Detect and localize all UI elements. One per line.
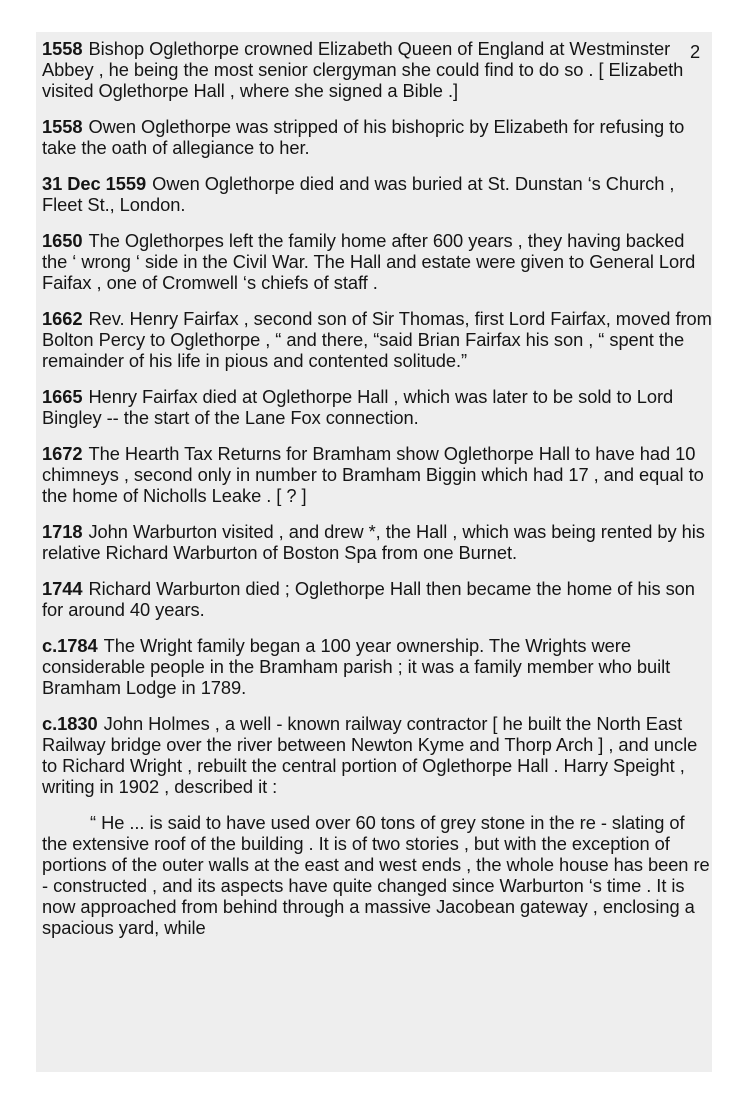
- entry-year: c.1830: [42, 713, 98, 734]
- entry-1559: [42, 173, 712, 215]
- entry-text: The Hearth Tax Returns for Bramham show Oglethorpe Hall to have had 10 chimneys , second only in number to Bramham Biggin which had 17 , and equal to the home of Nicholls Leake . [ ? ]: [42, 443, 704, 506]
- entry-text: Richard Warburton died ; Oglethorpe Hall then became the home of his son for around 40 years.: [42, 578, 695, 620]
- entry-text: Bishop Oglethorpe crowned Elizabeth Queen of England at Westminster Abbey , he being the most senior clergyman she could find to do so . [ Elizabeth visited Oglethorpe Hall , where she signed a Bible .]: [42, 38, 684, 101]
- entry-year: 1718: [42, 521, 83, 542]
- entry-text: John Warburton visited , and drew *, the Hall , which was being rented by his relative Richard Warburton of Boston Spa from one Burnet.: [42, 521, 705, 563]
- entry-text: The Oglethorpes left the family home after 600 years , they having backed the ‘ wrong ‘ side in the Civil War. The Hall and estate were given to General Lord Faifax , one of Cromwell ‘s chiefs of staff .: [42, 230, 696, 293]
- entry-1672: [42, 443, 712, 506]
- entry-year: c.1784: [42, 635, 98, 656]
- entry-1718: [42, 521, 712, 563]
- entry-1744: [42, 578, 712, 620]
- chronology-text: [42, 38, 712, 938]
- entry-1650: [42, 230, 712, 293]
- entry-1558-bishopric: [42, 116, 712, 158]
- entry-1662: [42, 308, 712, 371]
- entry-year: 1650: [42, 230, 83, 251]
- entry-year: 1558: [42, 38, 83, 59]
- entry-text: Owen Oglethorpe was stripped of his bishopric by Elizabeth for refusing to take the oath of allegiance to her.: [42, 116, 685, 158]
- entry-text: Henry Fairfax died at Oglethorpe Hall , which was later to be sold to Lord Bingley -- the start of the Lane Fox connection.: [42, 386, 674, 428]
- entry-year: 1662: [42, 308, 83, 329]
- entry-year: 1558: [42, 116, 83, 137]
- speight-quote: “ He ... is said to have used over 60 tons of grey stone in the re - slating of the extensive roof of the building . It is of two stories , but with the exception of portions of the outer walls at the east and west ends , the whole house has been re - constructed , and its aspects have quite changed since Warburton ‘s time . It is now approached from behind through a massive Jacobean gateway , enclosing a spacious yard, while: [42, 812, 710, 938]
- entry-text: John Holmes , a well - known railway contractor [ he built the North East Railway bridge over the river between Newton Kyme and Thorp Arch ] , and uncle to Richard Wright , rebuilt the central portion of Oglethorpe Hall . Harry Speight , writing in 1902 , described it :: [42, 713, 698, 797]
- entry-year: 1744: [42, 578, 83, 599]
- entry-text: The Wright family began a 100 year ownership. The Wrights were considerable people in the Bramham parish ; it was a family member who built Bramham Lodge in 1789.: [42, 635, 671, 698]
- entry-text: Rev. Henry Fairfax , second son of Sir Thomas, first Lord Fairfax, moved from Bolton Percy to Oglethorpe , “ and there, “said Brian Fairfax his son , “ spent the remainder of his life in pious and contented solitude.”: [42, 308, 712, 371]
- entry-1665: [42, 386, 712, 428]
- entry-text: Owen Oglethorpe died and was buried at St. Dunstan ‘s Church , Fleet St., London.: [42, 173, 675, 215]
- entry-year: 31 Dec 1559: [42, 173, 147, 194]
- entry-c1784: [42, 635, 712, 698]
- entry-year: 1672: [42, 443, 83, 464]
- entry-1558-coronation: [42, 38, 712, 101]
- entry-c1830: [42, 713, 712, 797]
- page-number: 2: [690, 41, 701, 62]
- entry-year: 1665: [42, 386, 83, 407]
